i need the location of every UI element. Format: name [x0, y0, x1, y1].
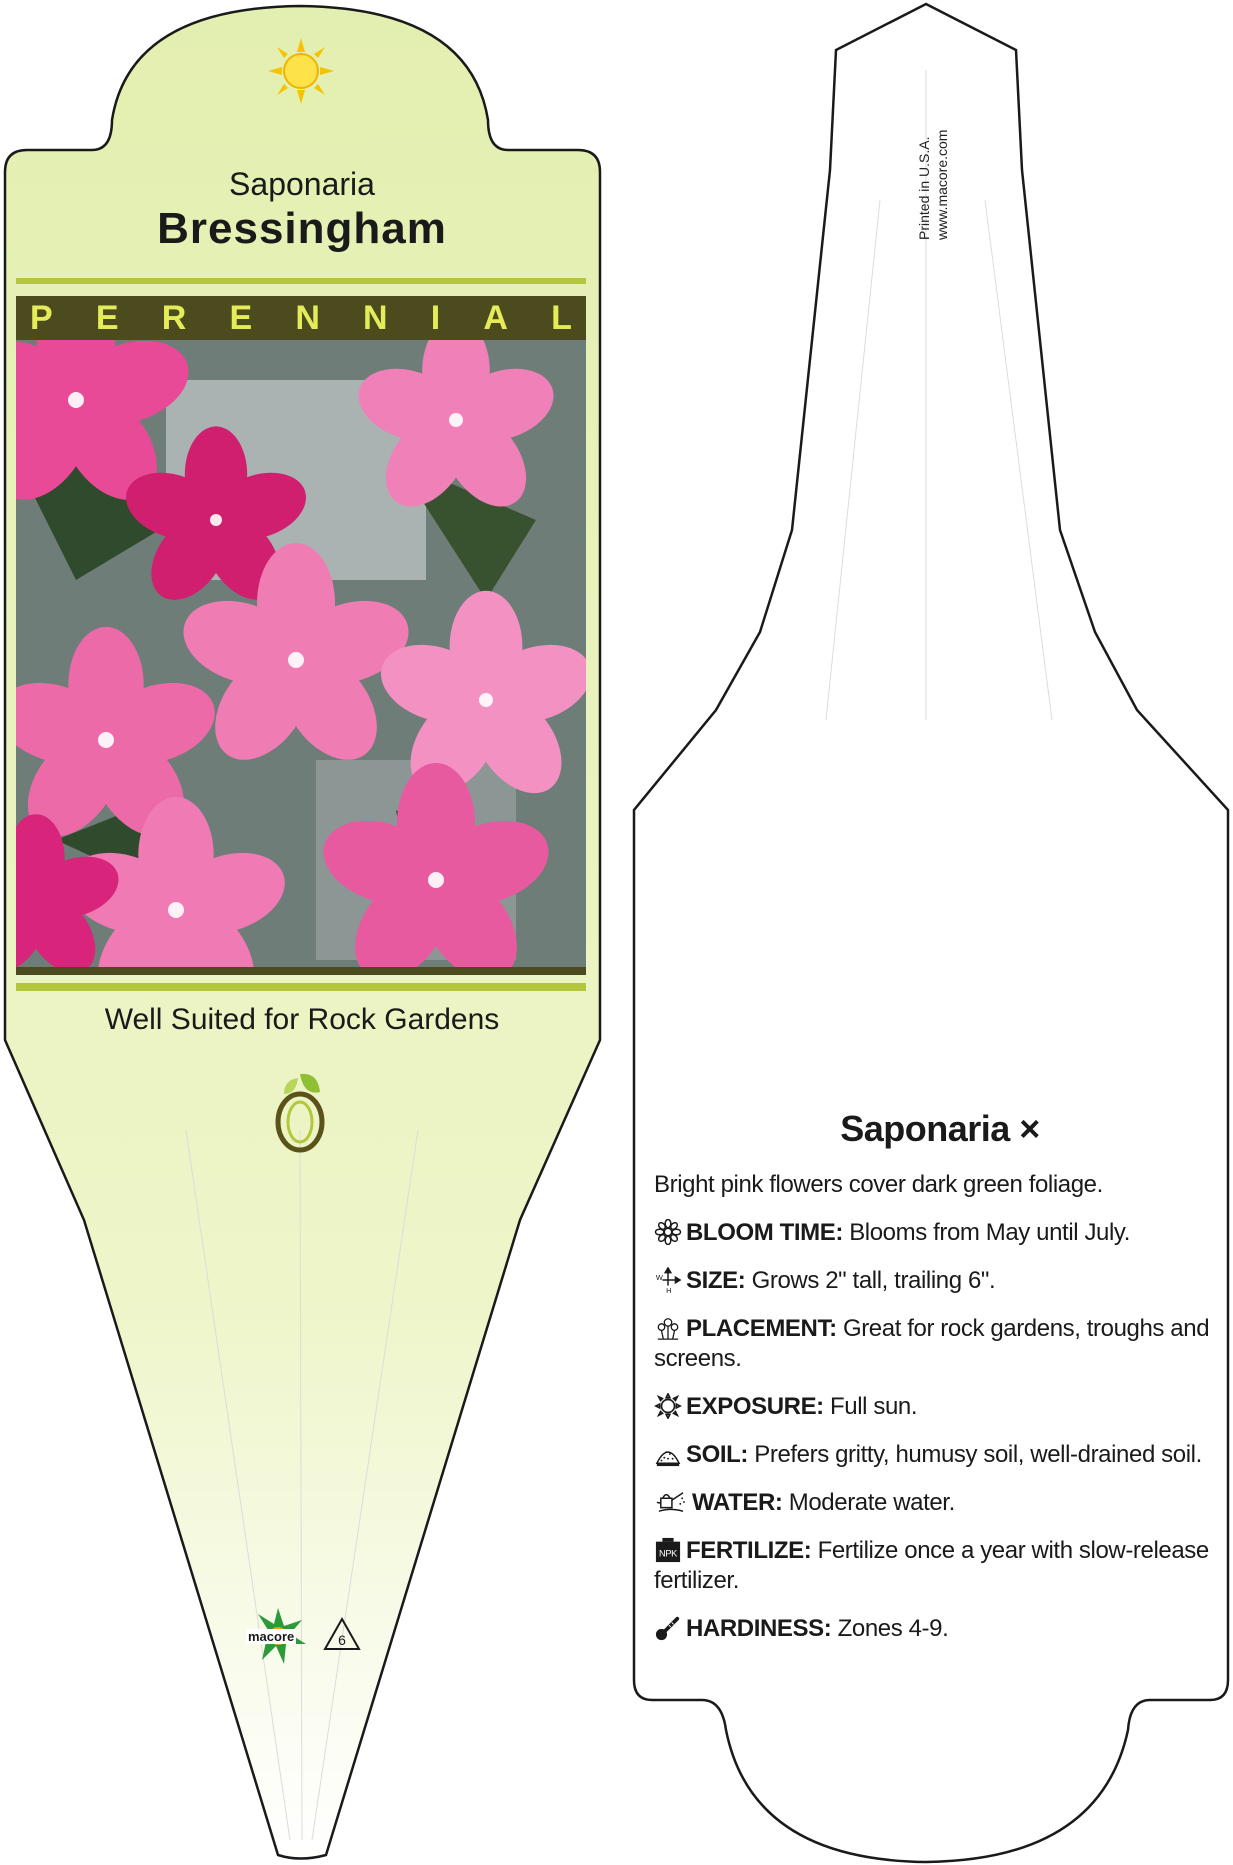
genus-name: Saponaria — [229, 166, 375, 202]
category-letter: E — [229, 298, 253, 337]
category-letter: A — [483, 298, 508, 337]
attribute-label: EXPOSURE: — [686, 1393, 824, 1420]
attribute-soil — [654, 1440, 1214, 1470]
printed-in-text: Printed in U.S.A. — [916, 136, 932, 240]
attribute-text: Fertilize once a year with slow-release fertilizer. — [654, 1537, 1209, 1594]
website-text: www.macore.com — [934, 129, 950, 240]
accent-band-lower — [16, 983, 586, 991]
attribute-text: Grows 2" tall, trailing 6". — [745, 1267, 996, 1294]
attribute-size — [654, 1266, 1214, 1296]
care-info — [654, 1170, 1214, 1662]
species-title: Saponaria × — [840, 1108, 1040, 1149]
attribute-text: Full sun. — [823, 1393, 918, 1420]
attribute-label: SOIL: — [686, 1441, 748, 1468]
svg-text:NPK: NPK — [659, 1548, 677, 1559]
attribute-label: HARDINESS: — [686, 1615, 832, 1642]
attribute-text: Blooms from May until July. — [842, 1219, 1131, 1246]
attribute-label: WATER: — [692, 1489, 783, 1516]
sun-icon — [268, 38, 334, 104]
attribute-text: Zones 4-9. — [831, 1615, 949, 1642]
tagline: Well Suited for Rock Gardens — [104, 1003, 500, 1036]
placement-plants-icon — [654, 1315, 682, 1341]
attribute-text: Prefers gritty, humusy soil, well-drained soil. — [748, 1441, 1202, 1468]
attribute-label: SIZE: — [686, 1267, 746, 1294]
attribute-fertilize — [654, 1536, 1214, 1596]
attribute-exposure — [654, 1392, 1214, 1422]
attribute-label: PLACEMENT: — [686, 1315, 837, 1342]
size-axes-icon — [654, 1267, 682, 1293]
watering-can-icon — [654, 1489, 688, 1515]
category-letter: N — [295, 298, 320, 337]
brand-name: macore — [248, 1629, 295, 1644]
divider-band — [16, 967, 586, 975]
description: Bright pink flowers cover dark green foliage. — [654, 1171, 1103, 1198]
accent-band — [16, 278, 586, 284]
category-letter: R — [161, 298, 187, 337]
soil-pile-icon — [654, 1441, 682, 1467]
thermometer-icon — [654, 1615, 682, 1641]
attribute-label: BLOOM TIME: — [686, 1219, 843, 1246]
flower-photo — [16, 340, 586, 967]
npk-fertilizer-icon — [654, 1537, 682, 1563]
attribute-water — [654, 1488, 1214, 1518]
flower-icon — [654, 1219, 682, 1245]
category-banner — [16, 296, 586, 340]
attribute-placement — [654, 1314, 1214, 1374]
recycle-icon — [322, 1616, 362, 1652]
sun-outline-icon — [654, 1393, 682, 1419]
category-letter: P — [30, 298, 53, 337]
attribute-text: Great for rock gardens, troughs and screens. — [654, 1315, 1210, 1372]
category-letter: N — [363, 298, 388, 337]
cultivar-name: Bressingham — [157, 204, 447, 253]
svg-text:W: W — [655, 1273, 663, 1282]
category-letter: I — [430, 298, 441, 337]
svg-text:H: H — [666, 1286, 672, 1293]
attribute-bloom-time — [654, 1218, 1214, 1248]
printed-credits — [915, 130, 951, 240]
attribute-text: Moderate water. — [782, 1489, 955, 1516]
attribute-hardiness — [654, 1614, 1214, 1644]
category-letter: L — [551, 298, 572, 337]
recycle-code: 6 — [338, 1632, 346, 1648]
attribute-label: FERTILIZE: — [686, 1537, 812, 1564]
seed-sprout-icon — [270, 1070, 334, 1154]
category-letter: E — [95, 298, 119, 337]
